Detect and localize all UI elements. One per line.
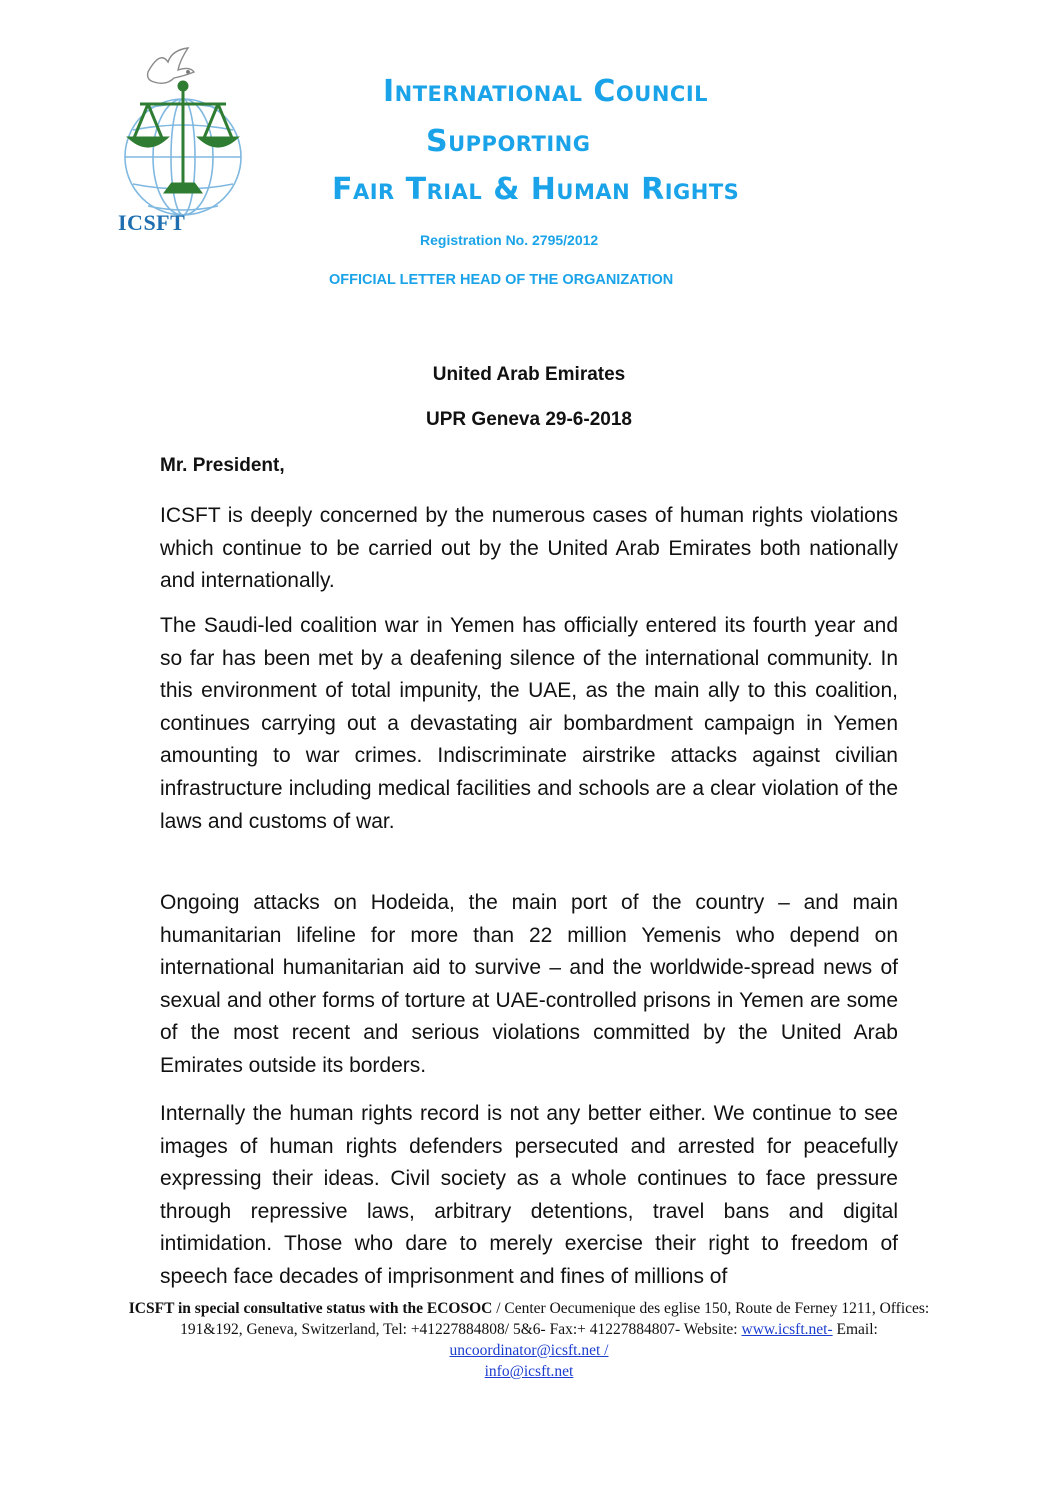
paragraph-2: The Saudi-led coalition war in Yemen has officially entered its fourth year and so far has been met by a deafening silence of the international community. In this environment of total impunity, the UAE, as the main ally to this coalition, continues carrying out a devastating air bombardment campaign in Yemen amounting to war crimes. Indiscriminate airstrike attacks against civilian infrastructure including medical facilities and schools are a clear violation of the laws and customs of war. <box>160 614 898 833</box>
org-name-line3: Fair Trial & Human Rights <box>332 172 740 207</box>
registration-number: Registration No. 2795/2012 <box>420 232 599 248</box>
paragraph-1: ICSFT is deeply concerned by the numerous cases of human rights violations which continue to be carried out by the United Arab Emirates both nationally and internationally. <box>160 504 898 593</box>
paragraph-4: Internally the human rights record is not any better either. We continue to see images of human rights defenders persecuted and arrested for peacefully expressing their ideas. Civil society as a whole continues to face pressure through repressive laws, arbitrary detentions, travel bans and digital intimidation. Those who dare to merely exercise their right to freedom of speech face decades of imprisonment and fines of millions of <box>160 1102 898 1288</box>
org-name-line2: Supporting <box>426 124 591 159</box>
letterhead-label: OFFICIAL LETTER HEAD OF THE ORGANIZATION <box>329 272 674 288</box>
scales-of-justice-icon <box>130 82 236 192</box>
email-link-info[interactable]: info@icsft.net <box>484 1363 574 1380</box>
letter-title-country: United Arab Emirates <box>432 364 626 385</box>
dove-icon <box>148 48 194 83</box>
salutation: Mr. President, <box>160 455 285 476</box>
letter-title-session: UPR Geneva 29-6-2018 <box>426 409 632 430</box>
logo-text: ICSFT <box>118 210 186 235</box>
email-link-coordinator[interactable]: uncoordinator@icsft.net / <box>449 1342 609 1359</box>
footer <box>120 1298 938 1382</box>
org-name-line1: International Council <box>383 74 709 109</box>
footer-email-label: Email: <box>832 1321 878 1338</box>
footer-status: ICSFT in special consultative status with the ECOSOC <box>128 1300 493 1317</box>
website-link[interactable]: www.icsft.net- <box>741 1321 833 1338</box>
paragraph-3: Ongoing attacks on Hodeida, the main port of the country – and main humanitarian lifeline for more than 22 million Yemenis who depend on international humanitarian aid to survive – and the worldwide-spread news of sexual and other forms of torture at UAE-controlled prisons in Yemen are some of the most recent and serious violations committed by the United Arab Emirates outside its borders. <box>160 891 898 1077</box>
footer-address: / Center Oecumenique des eglise 150, Route de Ferney 1211, Offices: 191&192, Geneva, Switzerland, Tel: +41227884808/ 5&6- Fax:+ 41227884807- Website: <box>180 1300 930 1338</box>
